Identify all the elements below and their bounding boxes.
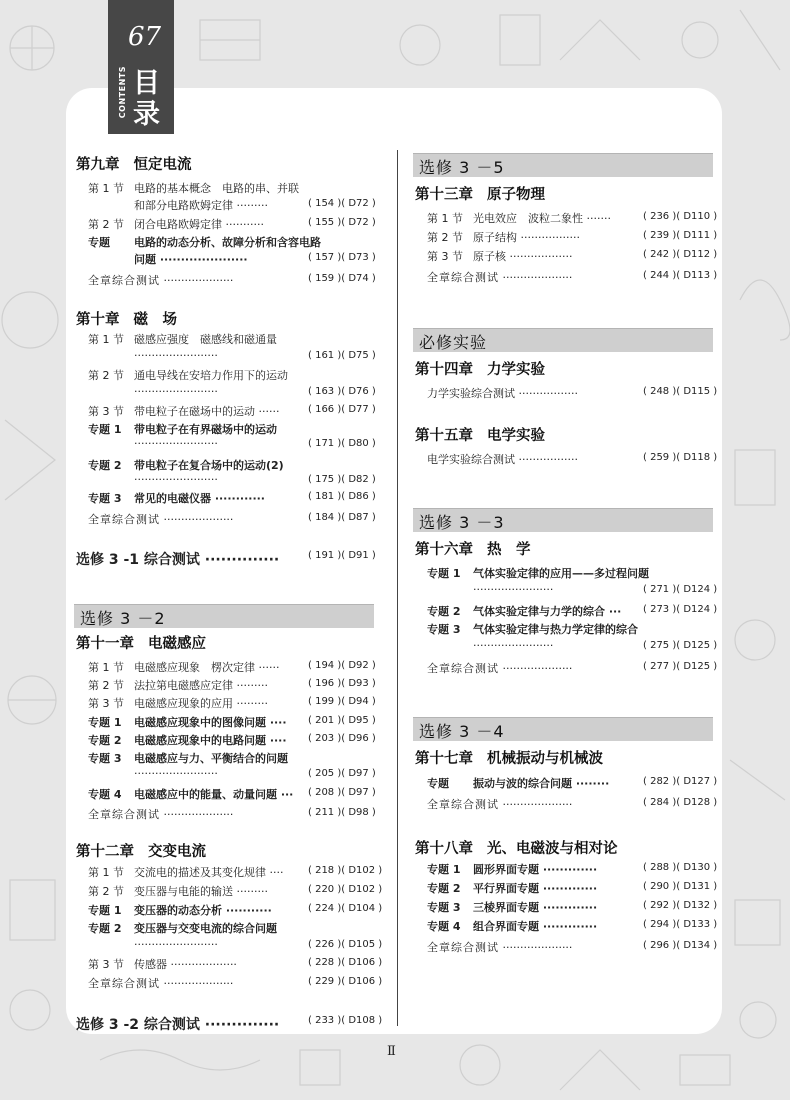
toc-entry[interactable] [134, 197, 268, 213]
page-reference: ( 205 )( D97 ) [308, 768, 376, 779]
page-reference: ( 201 )( D95 ) [308, 715, 376, 726]
leader-dots: ············· [539, 863, 598, 876]
leader-dots: ··· [605, 605, 622, 618]
leader-dots: ························ [134, 938, 218, 951]
entry-label: 第 2 节 [88, 218, 124, 231]
entry-label: 专题 2 [88, 922, 122, 935]
leader-dots: ···················· [160, 274, 234, 287]
chapter-number: 第十一章 [76, 636, 134, 652]
entry-title: 选修 3 -2 综合测试 [76, 1017, 200, 1033]
toc-entry[interactable] [134, 767, 218, 780]
entry-label: 第 2 节 [88, 369, 124, 382]
leader-dots: ························ [134, 437, 218, 450]
leader-dots: ············· [539, 901, 598, 914]
toc-entry[interactable] [134, 251, 248, 267]
toc-entry[interactable] [427, 603, 621, 619]
toc-entry[interactable] [88, 732, 287, 748]
entry-label: 专题 1 [427, 567, 461, 580]
page-reference: ( 233 )( D108 ) [308, 1015, 383, 1026]
toc-entry[interactable] [88, 367, 288, 383]
entry-title: 和部分电路欧姆定律 [134, 199, 233, 212]
page-reference: ( 157 )( D73 ) [308, 252, 376, 263]
chapter-title: 电学实验 [487, 428, 545, 444]
page-reference: ( 273 )( D124 ) [643, 604, 718, 615]
entry-label: 第 1 节 [88, 866, 124, 879]
entry-title: 问题 [134, 253, 156, 266]
toc-entry[interactable] [427, 229, 580, 245]
toc-entry[interactable] [427, 861, 597, 877]
entry-label: 第 3 节 [88, 697, 124, 710]
leader-dots: ···················· [499, 662, 573, 675]
chapter-review-link[interactable] [88, 272, 233, 288]
page-reference: ( 292 )( D132 ) [643, 900, 718, 911]
page-reference: ( 184 )( D87 ) [308, 512, 376, 523]
section-header [413, 328, 713, 352]
entry-label: 专题 3 [427, 901, 461, 914]
entry-title: 电磁感应现象的应用 [134, 697, 233, 710]
leader-dots: ······ [255, 661, 280, 674]
page-reference: ( 290 )( D131 ) [643, 881, 718, 892]
entry-title: 变压器与交变电流的综合问题 [134, 922, 277, 935]
chapter-heading[interactable] [415, 837, 618, 858]
toc-entry[interactable] [88, 695, 268, 711]
chapter-review-link[interactable] [88, 975, 233, 991]
toc-entry[interactable] [88, 714, 287, 730]
entry-label: 专题 1 [88, 423, 122, 436]
module-test-link[interactable] [76, 1014, 279, 1034]
leader-dots: ······ [255, 405, 280, 418]
leader-dots: ············ [211, 492, 265, 505]
entry-label: 第 3 节 [88, 958, 124, 971]
page-reference: ( 199 )( D94 ) [308, 696, 376, 707]
chapter-number: 第十四章 [415, 362, 473, 378]
entry-title: 电路的基本概念 电路的串、并联 [134, 182, 299, 195]
chapter-review-link[interactable] [88, 511, 233, 527]
leader-dots: ···················· [160, 513, 234, 526]
page-reference: ( 296 )( D134 ) [643, 940, 718, 951]
page-reference: ( 155 )( D72 ) [308, 217, 376, 228]
toc-entry[interactable] [88, 677, 268, 693]
entry-title: 传感器 [134, 958, 167, 971]
toc-entry[interactable] [88, 883, 268, 899]
toc-entry[interactable] [427, 210, 611, 226]
leader-dots: ················· [515, 387, 578, 400]
toc-entry[interactable] [427, 565, 649, 581]
page-reference: ( 242 )( D112 ) [643, 249, 718, 260]
toc-entry[interactable] [473, 639, 553, 652]
entry-title: 全章综合测试 [427, 798, 499, 811]
leader-dots: ············· [539, 882, 598, 895]
section-header [74, 604, 374, 628]
section-title: 选修 3 －3 [419, 513, 505, 532]
chapter-number: 第十八章 [415, 841, 473, 857]
entry-label: 第 2 节 [427, 231, 463, 244]
entry-label: 专题 4 [427, 920, 461, 933]
leader-dots: ·············· [199, 552, 280, 568]
entry-title: 三棱界面专题 [473, 901, 539, 914]
page-reference: ( 166 )( D77 ) [308, 404, 376, 415]
entry-title: 电磁感应与力、平衡结合的问题 [134, 752, 288, 765]
entry-label: 专题 [88, 236, 110, 249]
page-reference: ( 229 )( D106 ) [308, 976, 383, 987]
section-header [413, 717, 713, 741]
module-test-link[interactable] [76, 549, 279, 569]
chapter-title: 力学实验 [487, 362, 545, 378]
chapter-number: 第十三章 [415, 187, 473, 203]
entry-title: 通电导线在安培力作用下的运动 [134, 369, 288, 382]
entry-title: 闭合电路欧姆定律 [134, 218, 222, 231]
leader-dots: ········ [572, 777, 610, 790]
entry-title: 全章综合测试 [88, 513, 160, 526]
entry-label: 第 1 节 [88, 333, 124, 346]
section-title: 选修 3 －2 [80, 609, 166, 628]
page-reference: ( 277 )( D125 ) [643, 661, 718, 672]
toc-entry[interactable] [88, 331, 277, 347]
page-title: 目录 [133, 68, 162, 130]
toc-entry[interactable] [88, 956, 237, 972]
toc-entry[interactable] [427, 451, 578, 467]
toc-entry[interactable] [427, 918, 597, 934]
entry-label: 第 1 节 [427, 212, 463, 225]
entry-title: 全章综合测试 [88, 977, 160, 990]
page-reference: ( 159 )( D74 ) [308, 273, 376, 284]
leader-dots: ······· [583, 212, 611, 225]
entry-label: 专题 1 [88, 716, 122, 729]
chapter-heading[interactable] [415, 747, 603, 768]
entry-title: 气体实验定律与热力学定律的综合 [473, 623, 638, 636]
chapter-heading[interactable] [76, 308, 177, 329]
chapter-heading[interactable] [76, 632, 206, 653]
entry-title: 带电粒子在有界磁场中的运动 [134, 423, 277, 436]
leader-dots: ···· [266, 734, 287, 747]
entry-label: 第 2 节 [88, 885, 124, 898]
leader-dots: ·················· [506, 250, 573, 263]
page-reference: ( 224 )( D104 ) [308, 903, 383, 914]
entry-label: 专题 2 [427, 882, 461, 895]
entry-label: 专题 4 [88, 788, 122, 801]
leader-dots: ···················· [499, 271, 573, 284]
chapter-title: 电磁感应 [148, 636, 206, 652]
page-reference: ( 284 )( D128 ) [643, 797, 718, 808]
entry-title: 选修 3 -1 综合测试 [76, 552, 200, 568]
entry-title: 全章综合测试 [88, 808, 160, 821]
entry-label: 专题 3 [88, 752, 122, 765]
entry-label: 第 1 节 [88, 661, 124, 674]
toc-entry[interactable] [134, 349, 218, 362]
entry-title: 气体实验定律的应用——多过程问题 [473, 567, 649, 580]
toc-entry[interactable] [88, 403, 279, 419]
page-reference: ( 228 )( D106 ) [308, 957, 383, 968]
entry-label: 专题 2 [427, 605, 461, 618]
entry-title: 电磁感应现象 楞次定律 [134, 661, 255, 674]
entry-title: 全章综合测试 [427, 271, 499, 284]
chapter-review-link[interactable] [427, 660, 572, 676]
leader-dots: ·············· [199, 1017, 280, 1033]
entry-title: 法拉第电磁感应定律 [134, 679, 233, 692]
toc-entry[interactable] [88, 421, 277, 437]
entry-title: 带电粒子在磁场中的运动 [134, 405, 255, 418]
section-title: 选修 3 －4 [419, 722, 505, 741]
page-reference: ( 218 )( D102 ) [308, 865, 383, 876]
toc-entry[interactable] [88, 864, 283, 880]
toc-entry[interactable] [88, 457, 284, 473]
leader-dots: ······················· [473, 639, 554, 652]
entry-title: 圆形界面专题 [473, 863, 539, 876]
toc-entry[interactable] [427, 621, 638, 637]
page-reference: ( 203 )( D96 ) [308, 733, 376, 744]
entry-title: 全章综合测试 [427, 662, 499, 675]
page-reference: ( 194 )( D92 ) [308, 660, 376, 671]
entry-label: 第 1 节 [88, 182, 124, 195]
toc-entry[interactable] [427, 899, 597, 915]
toc-entry[interactable] [88, 180, 299, 196]
page-reference: ( 248 )( D115 ) [643, 386, 718, 397]
chapter-heading[interactable] [415, 538, 531, 559]
page-reference: ( 208 )( D97 ) [308, 787, 376, 798]
entry-title: 全章综合测试 [88, 274, 160, 287]
section-title: 选修 3 －5 [419, 158, 505, 177]
toc-entry[interactable] [88, 659, 279, 675]
entry-title: 变压器的动态分析 [134, 904, 222, 917]
page-reference: ( 236 )( D110 ) [643, 211, 718, 222]
chapter-number: 第十五章 [415, 428, 473, 444]
entry-title: 原子结构 [473, 231, 517, 244]
entry-title: 原子核 [473, 250, 506, 263]
toc-entry[interactable] [88, 234, 321, 250]
entry-title: 交流电的描述及其变化规律 [134, 866, 266, 879]
toc-entry[interactable] [134, 385, 218, 398]
leader-dots: ··· [277, 788, 294, 801]
leader-dots: ··········· [222, 904, 272, 917]
toc-entry[interactable] [88, 490, 265, 506]
toc-entry[interactable] [88, 216, 264, 232]
entry-label: 专题 3 [88, 492, 122, 505]
leader-dots: ················· [515, 453, 578, 466]
page-reference: ( 226 )( D105 ) [308, 939, 383, 950]
page-reference: ( 288 )( D130 ) [643, 862, 718, 873]
contents-tab [108, 0, 174, 134]
leader-dots: ························ [134, 385, 218, 398]
leader-dots: ··········· [222, 218, 264, 231]
section-header [413, 508, 713, 532]
leader-dots: ···· [266, 716, 287, 729]
page-reference: ( 211 )( D98 ) [308, 807, 376, 818]
leader-dots: ···················· [499, 798, 573, 811]
entry-title: 光电效应 波粒二象性 [473, 212, 583, 225]
leader-dots: ···················· [160, 977, 234, 990]
entry-title: 力学实验综合测试 [427, 387, 515, 400]
leader-dots: ························ [134, 767, 218, 780]
page-reference: ( 181 )( D86 ) [308, 491, 376, 502]
chapter-title: 原子物理 [487, 187, 545, 203]
page-reference: ( 196 )( D93 ) [308, 678, 376, 689]
toc-entry[interactable] [88, 920, 277, 936]
page-reference: ( 163 )( D76 ) [308, 386, 376, 397]
page-reference: ( 171 )( D80 ) [308, 438, 376, 449]
toc-entry[interactable] [88, 750, 288, 766]
chapter-number: 第九章 [76, 157, 120, 173]
page-reference: ( 282 )( D127 ) [643, 776, 718, 787]
entry-label: 专题 2 [88, 734, 122, 747]
leader-dots: ····················· [156, 253, 248, 266]
section-title: 必修实验 [419, 333, 488, 352]
page-number: Ⅱ [387, 1044, 396, 1059]
chapter-title: 恒定电流 [133, 157, 192, 173]
entry-title: 振动与波的综合问题 [473, 777, 572, 790]
leader-dots: ············· [539, 920, 598, 933]
leader-dots: ························ [134, 349, 218, 362]
chapter-title: 交变电流 [148, 844, 206, 860]
entry-label: 专题 2 [88, 459, 122, 472]
toc-entry[interactable] [134, 938, 218, 951]
leader-dots: ··················· [167, 958, 237, 971]
chapter-number: 第十章 [76, 312, 120, 328]
toc-entry[interactable] [427, 248, 572, 264]
chapter-review-link[interactable] [427, 269, 572, 285]
chapter-review-link[interactable] [427, 796, 572, 812]
section-header [413, 153, 713, 177]
entry-title: 气体实验定律与力学的综合 [473, 605, 605, 618]
leader-dots: ········· [233, 885, 268, 898]
toc-entry[interactable] [88, 786, 293, 802]
leader-dots: ········· [233, 199, 268, 212]
chapter-heading[interactable] [76, 840, 206, 861]
chapter-review-link[interactable] [427, 939, 572, 955]
toc-entry[interactable] [427, 385, 578, 401]
leader-dots: ························ [134, 473, 218, 486]
page-reference: ( 220 )( D102 ) [308, 884, 383, 895]
chapter-review-link[interactable] [88, 806, 233, 822]
entry-title: 全章综合测试 [427, 941, 499, 954]
toc-entry[interactable] [88, 902, 272, 918]
toc-entry[interactable] [427, 880, 597, 896]
toc-entry[interactable] [134, 473, 218, 486]
entry-label: 专题 1 [88, 904, 122, 917]
chapter-title: 磁 场 [133, 312, 177, 328]
chapter-number: 第十六章 [415, 542, 473, 558]
page-reference: ( 239 )( D111 ) [643, 230, 718, 241]
page-reference: ( 271 )( D124 ) [643, 584, 718, 595]
entry-label: 第 3 节 [427, 250, 463, 263]
page-reference: ( 175 )( D82 ) [308, 474, 376, 485]
chapter-number: 第十二章 [76, 844, 134, 860]
entry-label: 专题 [427, 777, 449, 790]
page-reference: ( 191 )( D91 ) [308, 550, 376, 561]
leader-dots: ···················· [160, 808, 234, 821]
entry-title: 电学实验综合测试 [427, 453, 515, 466]
entry-title: 常见的电磁仪器 [134, 492, 211, 505]
chapter-title: 机械振动与机械波 [487, 751, 603, 767]
entry-label: 第 2 节 [88, 679, 124, 692]
leader-dots: ···················· [499, 941, 573, 954]
column-divider [397, 150, 398, 1026]
logo: 67 [128, 22, 162, 52]
page-reference: ( 154 )( D72 ) [308, 198, 376, 209]
page-reference: ( 244 )( D113 ) [643, 270, 718, 281]
toc-entry[interactable] [134, 437, 218, 450]
entry-title: 电磁感应现象中的图像问题 [134, 716, 266, 729]
leader-dots: ···· [266, 866, 284, 879]
toc-entry[interactable] [427, 775, 609, 791]
entry-title: 电磁感应中的能量、动量问题 [134, 788, 277, 801]
chapter-number: 第十七章 [415, 751, 473, 767]
chapter-heading[interactable] [76, 153, 192, 174]
chapter-heading[interactable] [415, 424, 545, 445]
chapter-title: 光、电磁波与相对论 [487, 841, 618, 857]
leader-dots: ······················· [473, 583, 554, 596]
page-reference: ( 275 )( D125 ) [643, 640, 718, 651]
entry-title: 电路的动态分析、故障分析和含容电路 [134, 236, 321, 249]
entry-title: 电磁感应现象中的电路问题 [134, 734, 266, 747]
leader-dots: ········· [233, 697, 268, 710]
page-reference: ( 294 )( D133 ) [643, 919, 718, 930]
chapter-heading[interactable] [415, 183, 545, 204]
page-reference: ( 259 )( D118 ) [643, 452, 718, 463]
entry-title: 变压器与电能的输送 [134, 885, 233, 898]
entry-title: 组合界面专题 [473, 920, 539, 933]
entry-title: 带电粒子在复合场中的运动(2) [134, 459, 284, 472]
entry-label: 第 3 节 [88, 405, 124, 418]
page-reference: ( 161 )( D75 ) [308, 350, 376, 361]
entry-title: 磁感应强度 磁感线和磁通量 [134, 333, 277, 346]
leader-dots: ········· [233, 679, 268, 692]
chapter-title: 热 学 [487, 542, 531, 558]
entry-title: 平行界面专题 [473, 882, 539, 895]
leader-dots: ················· [517, 231, 580, 244]
toc-entry[interactable] [473, 583, 553, 596]
contents-label: CONTENTS [118, 66, 127, 119]
entry-label: 专题 3 [427, 623, 461, 636]
chapter-heading[interactable] [415, 358, 545, 379]
entry-label: 专题 1 [427, 863, 461, 876]
